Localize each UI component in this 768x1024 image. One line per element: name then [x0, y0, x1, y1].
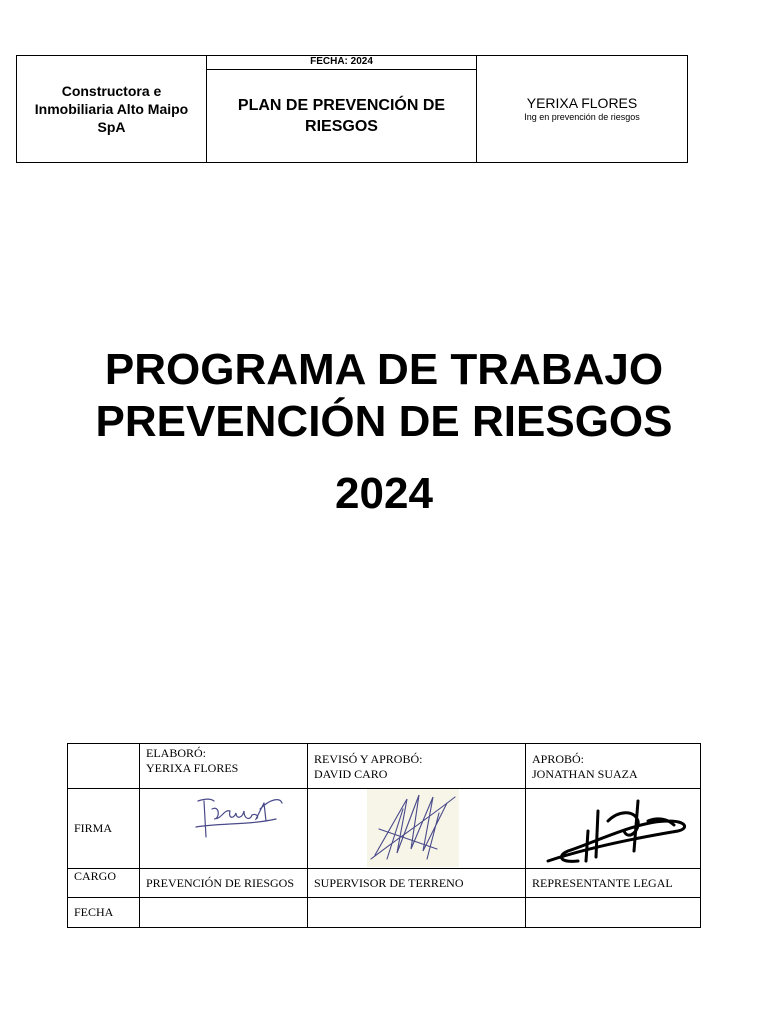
aprobo-cell: [526, 744, 701, 789]
signature-david-caro: [367, 789, 459, 867]
plan-title: PLAN DE PREVENCIÓN DE RIESGOS: [237, 97, 446, 135]
fecha-reviso: [308, 898, 526, 928]
table-row: [68, 744, 701, 789]
elaboro-name: YERIXA FLORES: [146, 761, 239, 775]
signature-cell-reviso: [308, 789, 526, 869]
header-date: FECHA: 2024: [207, 56, 476, 70]
header-center: [207, 56, 477, 162]
cargo-elaboro: PREVENCIÓN DE RIESGOS: [140, 869, 308, 898]
cargo-aprobo: REPRESENTANTE LEGAL: [526, 869, 701, 898]
fecha-elaboro: [140, 898, 308, 928]
fecha-label: FECHA: [68, 898, 140, 928]
signature-jonathan-suaza: [538, 791, 698, 869]
signature-cell-elaboro: [140, 789, 308, 869]
signature-cell-aprobo: [526, 789, 701, 869]
reviso-name: DAVID CARO: [314, 767, 388, 781]
table-row: [68, 898, 701, 928]
aprobo-name: JONATHAN SUAZA: [532, 767, 638, 781]
header-author: [477, 56, 687, 162]
table-row: [68, 789, 701, 869]
signature-yerixa: [190, 789, 290, 849]
cargo-label: CARGO: [68, 869, 140, 898]
main-title-line-2: PREVENCIÓN DE RIESGOS: [95, 397, 673, 446]
author-name: YERIXA FLORES: [526, 95, 638, 111]
signature-table: [67, 743, 701, 928]
author-role: Ing en prevención de riesgos: [524, 112, 640, 122]
elaboro-cell: [140, 744, 308, 789]
fecha-aprobo: [526, 898, 701, 928]
document-header: [16, 55, 688, 163]
main-title-year: 2024: [335, 469, 433, 518]
empty-cell: [68, 744, 140, 789]
firma-label: FIRMA: [68, 789, 140, 869]
table-row: [68, 869, 701, 898]
cargo-reviso: SUPERVISOR DE TERRENO: [308, 869, 526, 898]
reviso-cell: [308, 744, 526, 789]
company-name: Constructora e Inmobiliaria Alto Maipo SpA: [17, 56, 207, 162]
elaboro-label: ELABORÓ:: [146, 746, 206, 760]
aprobo-label: APROBÓ:: [532, 752, 585, 766]
reviso-label: REVISÓ Y APROBÓ:: [314, 752, 423, 766]
main-title-line-1: PROGRAMA DE TRABAJO: [104, 345, 664, 394]
